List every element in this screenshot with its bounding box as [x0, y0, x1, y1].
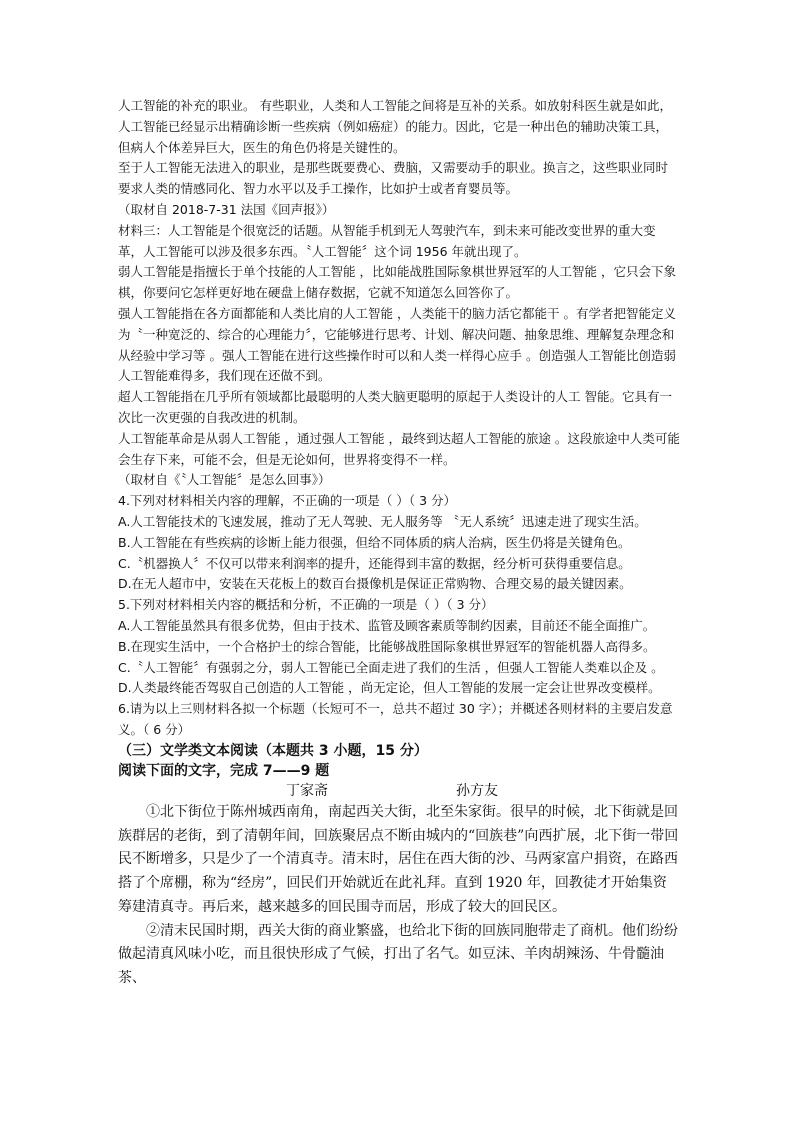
question-4: 4.下列对材料相关内容的理解，不正确的一项是（ ）（ 3 分） [118, 493, 457, 509]
option-4d: D.在无人超市中，安装在天花板上的数百台摄像机是保证正常购物、合理交易的最关键因素。 [118, 576, 632, 592]
story-title: 丁家斋 [286, 782, 328, 799]
section-instruction: 阅读下面的文字，完成 7——9 题 [118, 762, 330, 779]
document-page [118, 96, 680, 991]
option-5a: A.人工智能虽然具有很多优势，但由于技术、监管及顾客素质等制约因素，目前还不能全面推广。 [118, 617, 656, 633]
paragraph: 材料三：人工智能是个很宽泛的话题。从智能手机到无人驾驶汽车，到未来可能改变世界的重大变革，人工智能可以涉及很多东西。〝人工智能〞这个词 1956 年就出现了。 [118, 222, 656, 259]
option-5d: D.人类最终能否驾驭自己创造的人工智能 ，尚无定论，但人工智能的发展一定会让世界改变模样。 [118, 680, 661, 696]
paragraph: 强人工智能指在各方面都能和人类比肩的人工智能 ，人类能干的脑力活它都能干 。有学者把智能定义为〝一种宽泛的、综合的心理能力〞，它能够进行思考、计划、解决问题、抽象思维、理解复杂理念和从经验中学习等 。强人工智能在进行这些操作时可以和人类一样得心应手 。创造强人工智能比创造弱人工智能难得多，我们现在还做不到。 [118, 305, 676, 384]
source-note: （取材自 2018-7-31 法国《回声报》） [118, 201, 335, 217]
paragraph: 至于人工智能无法进入的职业，是那些既要费心、费脑，又需要动手的职业。换言之，这些职业同时要求人类的情感同化、智力水平以及手工操作，比如护士或者育婴员等。 [118, 160, 669, 197]
question-6: 6.请为以上三则材料各拟一个标题（长短可不一，总共不超过 30 字）；并概述各则材料的主要启发意义。（ 6 分） [118, 701, 673, 737]
option-4a: A.人工智能技术的飞速发展，推动了无人驾驶、无人服务等 〝无人系统〞迅速走进了现实生活。 [118, 513, 647, 529]
story-author: 孙方友 [456, 782, 498, 799]
option-5b: B.在现实生活中，一个合格护士的综合智能，比能够战胜国际象棋世界冠军的智能机器人高得多。 [118, 638, 656, 654]
option-4b: B.人工智能在有些疾病的诊断上能力很强，但给不同体质的病人治病，医生仍将是关键角色。 [118, 534, 631, 550]
paragraph: 人工智能的补充的职业。 有些职业，人类和人工智能之间将是互补的关系。如放射科医生就是如此，人工智能已经显示出精确诊断一些疾病（例如癌症）的能力。因此，它是一种出色的辅助决策工具，但病人个体差异巨大，医生的角色仍将是关键性的。 [118, 98, 672, 155]
story-header [118, 781, 680, 801]
paragraph: 人工智能革命是从弱人工智能 ，通过强人工智能 ，最终到达超人工智能的旅途 。这段旅途中人类可能会生存下来，可能不会，但是无论如何，世界将变得不一样。 [118, 430, 680, 467]
question-5: 5.下列对材料相关内容的概括和分析，不正确的一项是（ ）（ 3 分） [118, 597, 494, 613]
story-paragraph: ②清末民国时期，西关大街的商业繁盛，也给北下街的回族同胞带走了商机。他们纷纷做起清真风味小吃，而且很快形成了气候，打出了名气。如豆沫、羊肉胡辣汤、牛骨髓油茶、 [118, 922, 678, 987]
story-paragraph: ①北下街位于陈州城西南角，南起西关大街，北至朱家街。很早的时候，北下街就是回族群居的老街，到了清朝年间，回族聚居点不断由城内的“回族巷”向西扩展，北下街一带回民不断增多，只是少了一个清真寺。清末时，居住在西大街的沙、马两家富户捐资，在路西搭了个席棚，称为“经房”，回民们开始就近在此礼拜。直到 1920 年，回教徒才开始集资筹建清真寺。再后来，越来越多的回民围寺而居，形成了较大的回民区。 [118, 803, 679, 915]
option-4c: C.〝机器换人〞不仅可以带来利润率的提升，还能得到丰富的数据，经分析可获得重要信息。 [118, 555, 631, 571]
option-5c: C.〝人工智能〞有强弱之分，弱人工智能已全面走进了我们的生活 ，但强人工智能人类难以企及 。 [118, 659, 664, 675]
paragraph: 超人工智能指在几乎所有领域都比最聪明的人类大脑更聪明的原起于人类设计的人工 智能。它具有一次比一次更强的自我改进的机制。 [118, 389, 672, 425]
section-heading: （三）文学类文本阅读（本题共 3 小题，15 分） [118, 742, 428, 759]
paragraph: 弱人工智能是指擅长于单个技能的人工智能 ，比如能战胜国际象棋世界冠军的人工智能 ，它只会下象棋，你要问它怎样更好地在硬盘上储存数据，它就不知道怎么回答你了。 [118, 264, 676, 301]
source-note: （取材自《〝人工智能〞是怎么回事》） [118, 472, 331, 488]
